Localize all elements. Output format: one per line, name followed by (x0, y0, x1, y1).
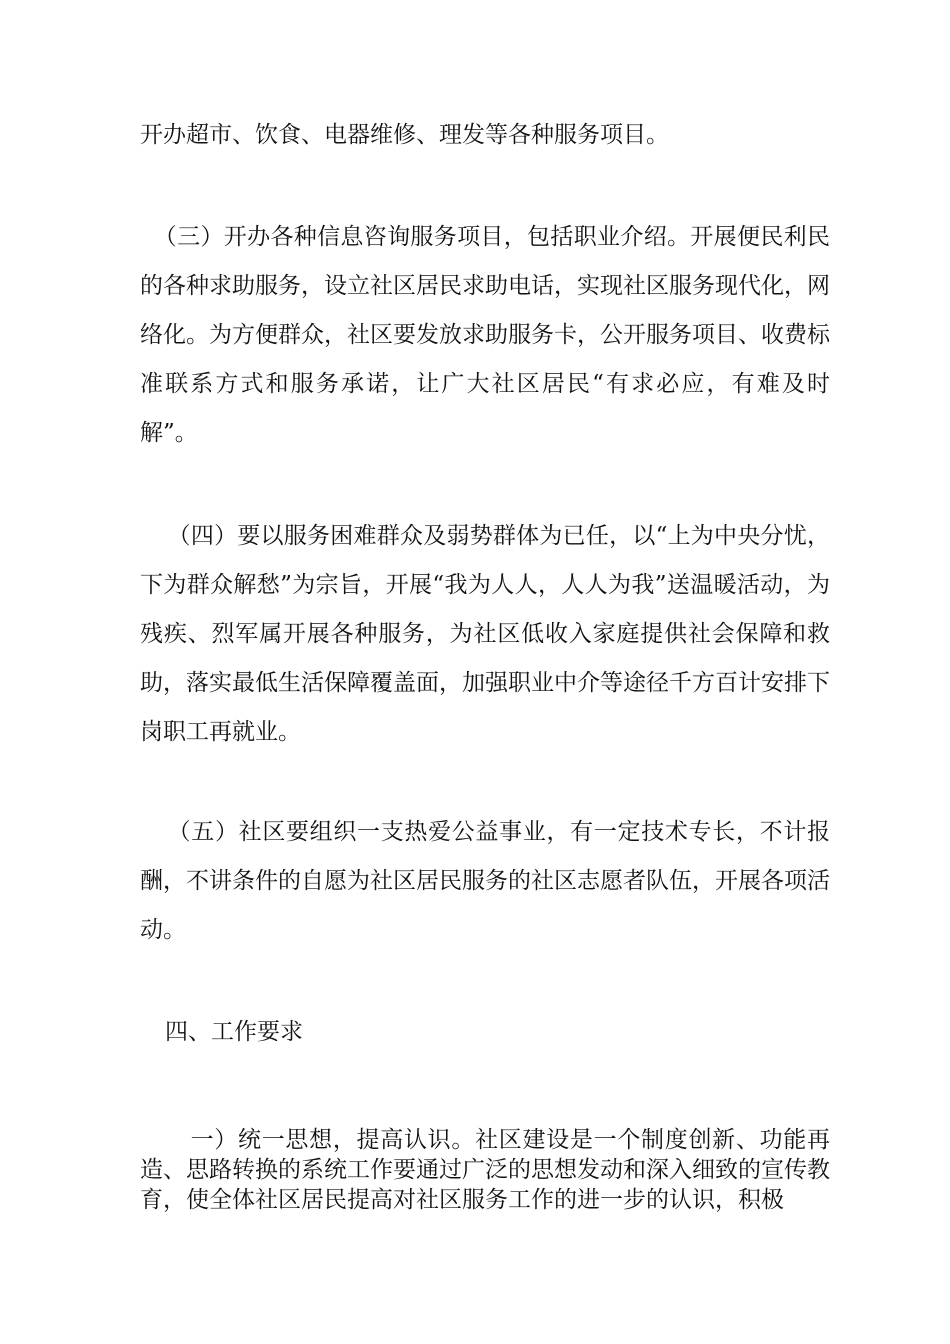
paragraph-vulnerable-groups: （四）要以服务困难群众及弱势群体为已任，以“上为中央分忧，下为群众解愁”为宗旨，开展“我为人人，人人为我”送温暖活动，为残疾、烈军属开展各种服务，为社区低收入家庭提供社会保障和救助，落实最低生活保障覆盖面，加强职业中介等途径千方百计安排下岗职工再就业。 (140, 523, 830, 745)
paragraph-unify-thinking: 一）统一思想，提高认识。社区建设是一个制度创新、功能再造、思路转换的系统工作要通过广泛的思想发动和深入细致的宣传教育，使全体社区居民提高对社区服务工作的进一步的认识，积极 (140, 1127, 830, 1213)
paragraph-service-items: 开办超市、饮食、电器维修、理发等各种服务项目。 (140, 122, 669, 148)
section-heading: 四、工作要求 (165, 1019, 303, 1045)
paragraph-volunteers: （五）社区要组织一支热爱公益事业，有一定技术专长，不计报酬，不讲条件的自愿为社区居民服务的社区志愿者队伍，开展各项活动。 (140, 819, 830, 943)
paragraph-info-consulting: （三）开办各种信息咨询服务项目，包括职业介绍。开展便民利民的各种求助服务，设立社区居民求助电话，实现社区服务现代化，网络化。为方便群众，社区要发放求助服务卡，公开服务项目、收费标准联系方式和服务承诺，让广大社区居民“有求必应，有难及时解”。 (140, 224, 830, 446)
